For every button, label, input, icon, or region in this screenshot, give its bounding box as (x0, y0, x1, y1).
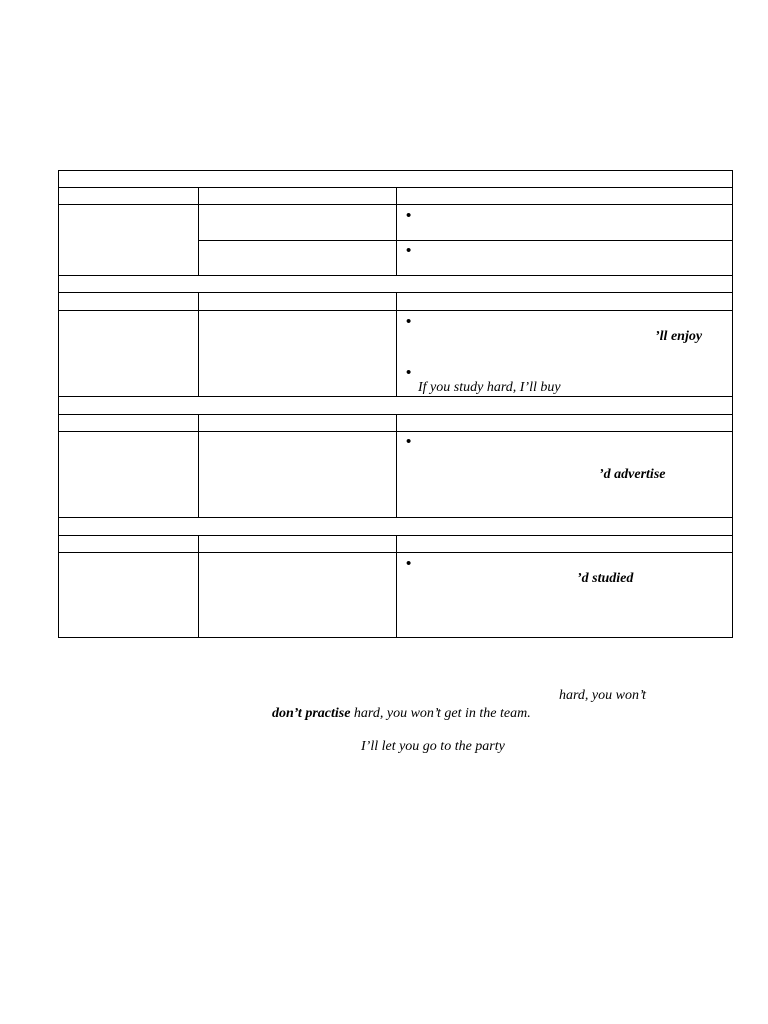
column-rule (198, 292, 199, 396)
example-fragment-had-studied: ’d studied (577, 571, 634, 586)
row-rule (58, 396, 733, 397)
grammar-table (58, 170, 733, 638)
example-fragment-will-enjoy: ’ll enjoy (655, 329, 703, 344)
column-rule (396, 292, 397, 396)
bullet-point: • (406, 207, 412, 224)
column-rule (198, 187, 199, 275)
column-rule (396, 414, 397, 517)
bullet-point: • (406, 433, 412, 450)
column-rule (198, 414, 199, 517)
bullet-point: • (406, 364, 412, 381)
row-rule (58, 517, 733, 518)
column-rule (396, 535, 397, 638)
bullet-point: • (406, 555, 412, 572)
example-fragment-would-advertise: ’d advertise (599, 467, 666, 482)
note-line-3: I’ll let you go to the party (361, 739, 505, 754)
bullet-point: • (406, 313, 412, 330)
column-rule (198, 535, 199, 638)
note-line-2-rest: hard, you won’t get in the team. (350, 706, 531, 721)
row-rule (58, 275, 733, 276)
row-rule (198, 240, 733, 241)
note-line-2-emphasis: don’t practise (272, 706, 351, 721)
note-line-1: hard, you won’t (559, 688, 646, 703)
note-line-2 (272, 706, 531, 722)
bullet-point: • (406, 242, 412, 259)
column-rule (396, 187, 397, 275)
example-sentence-study: If you study hard, I’ll buy (418, 380, 561, 395)
